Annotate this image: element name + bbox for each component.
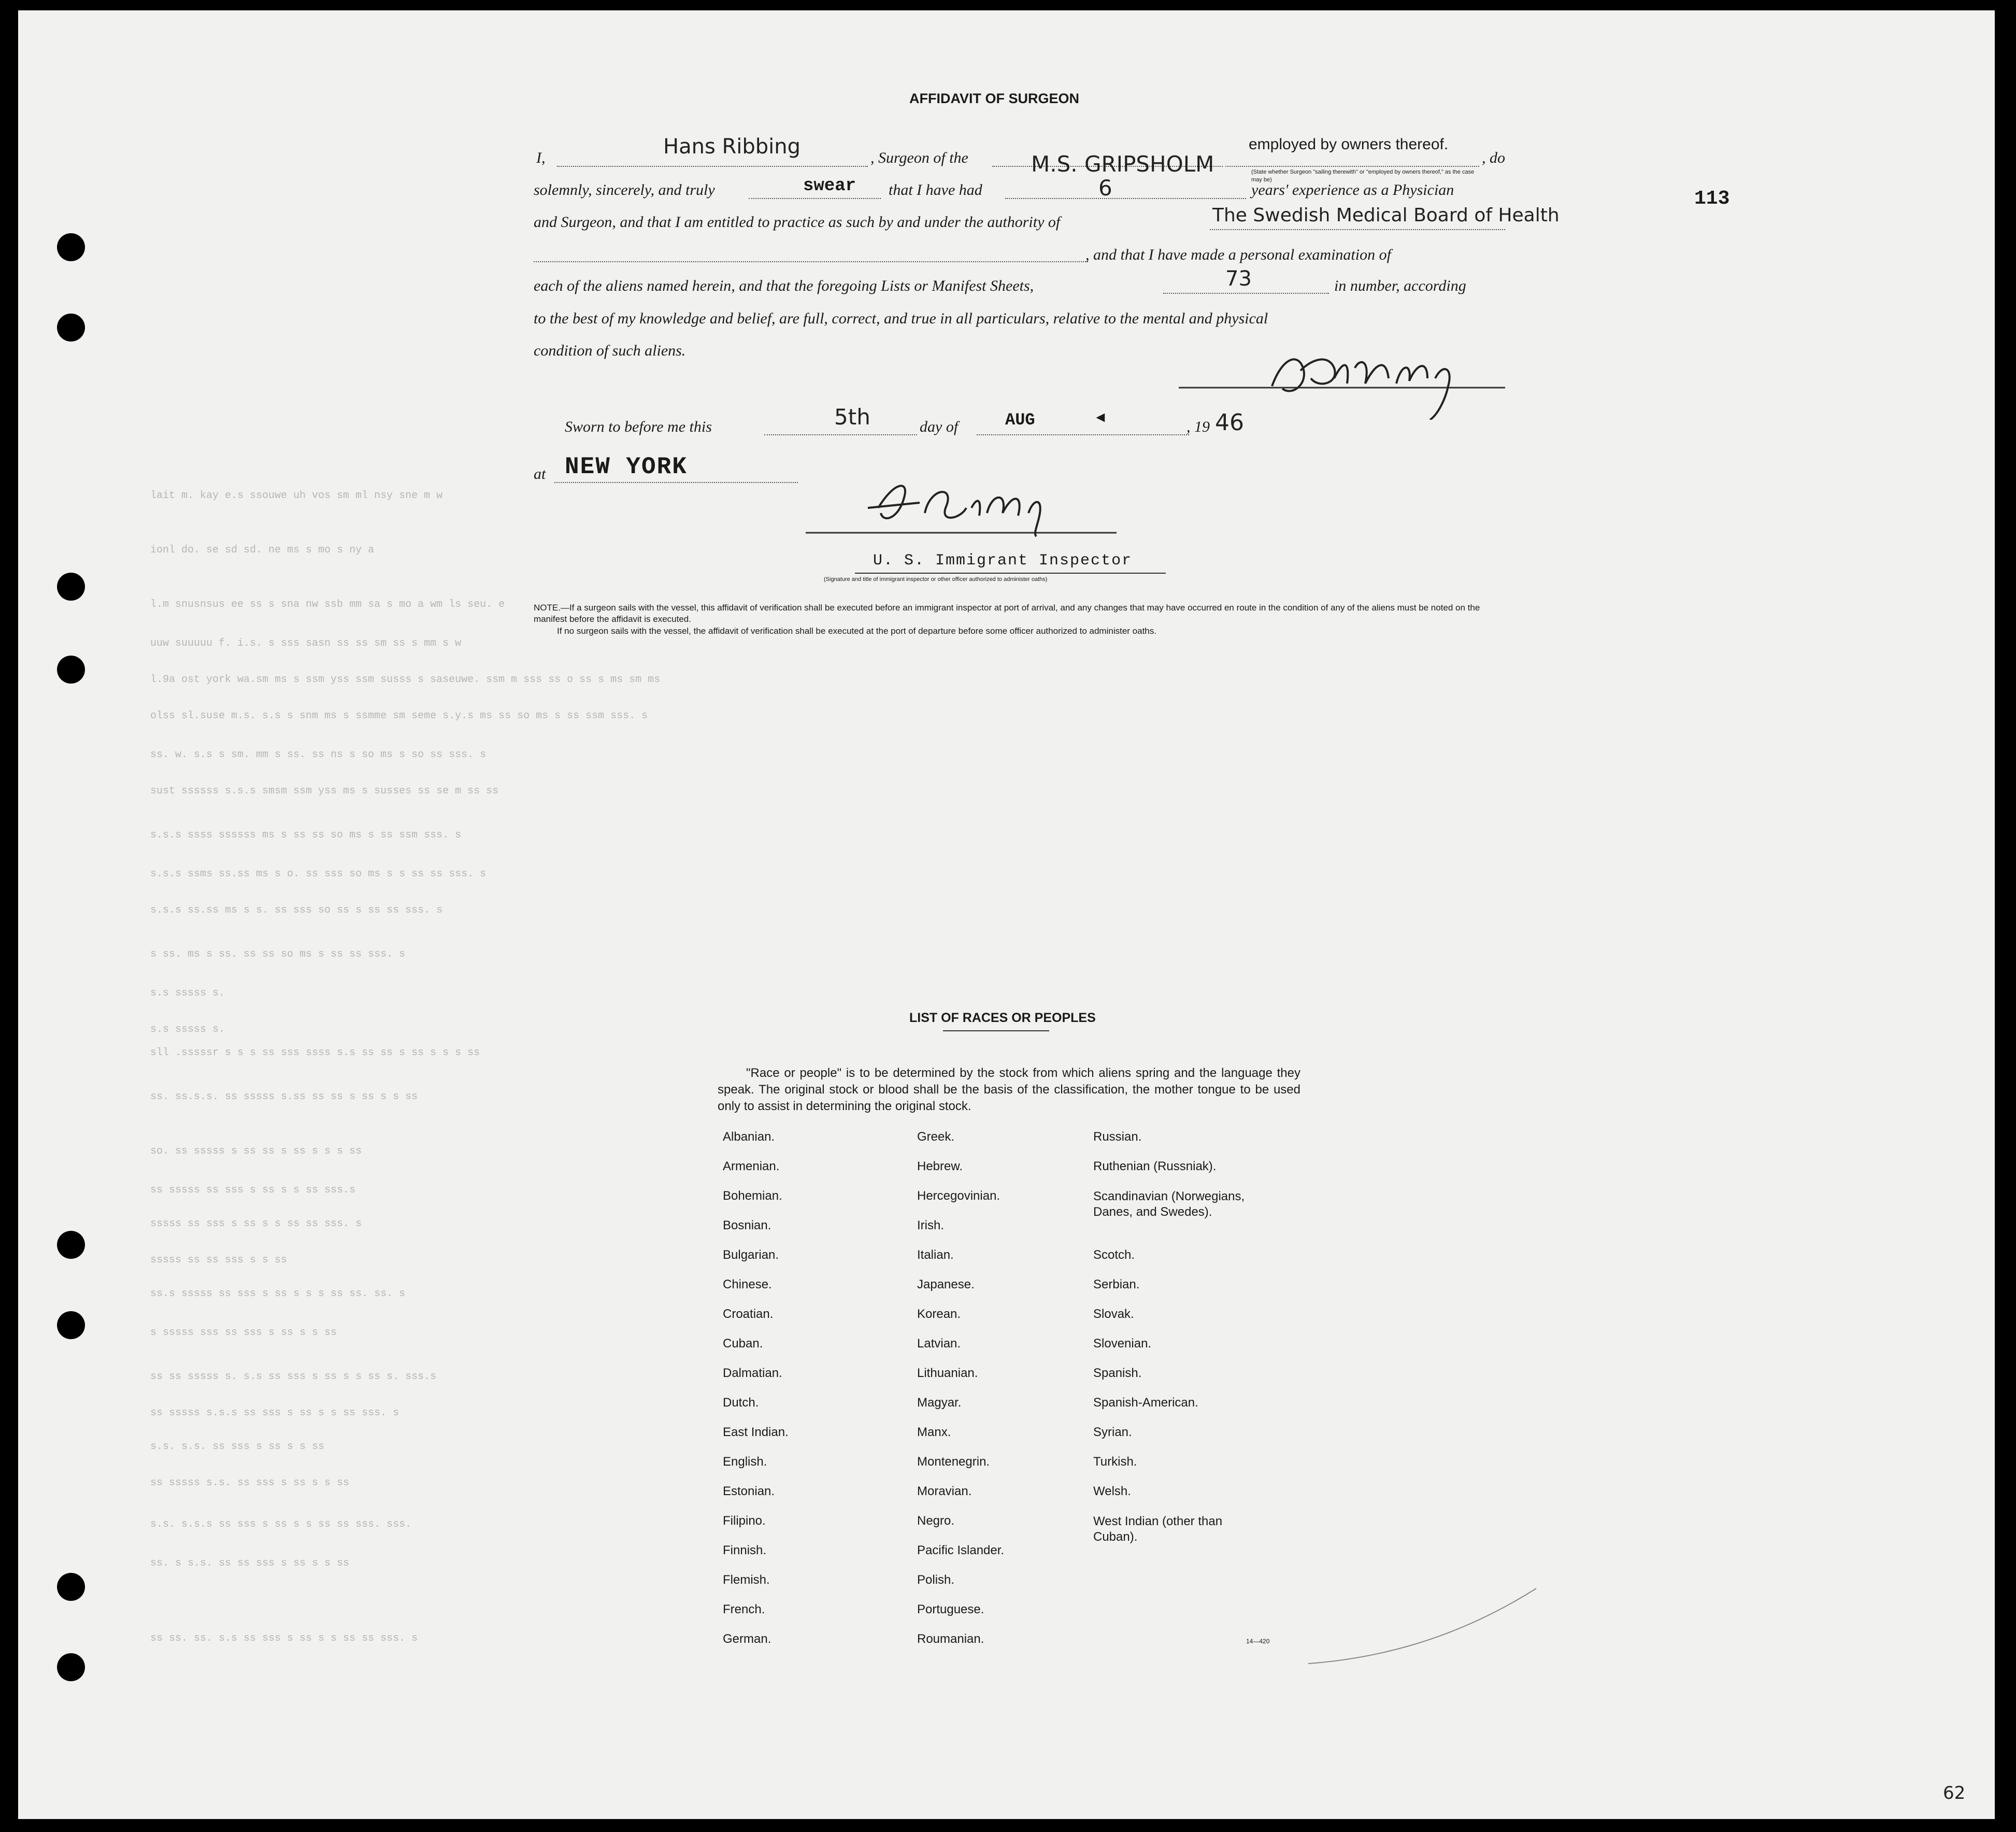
line2-suffix: years' experience as a Physician [1251,181,1454,198]
race-item: Welsh. [1093,1484,1131,1498]
races-intro: "Race or people" is to be determined by the stock from which aliens spring and the language they speak. The original stock or blood shall be the basis of the classification, the mother tongue to be used only to assist in determining the original stock. [718,1066,1300,1113]
race-item: Scandinavian (Norwegians, Danes, and Swedes). [1093,1189,1245,1219]
line4-text: , and that I have made a personal examination of [1085,246,1391,263]
line6-text: to the best of my knowledge and belief, are full, correct, and true in all particulars, relative to the mental and physical [534,310,1268,327]
surgeon-name: Hans Ribbing [663,135,801,159]
race-item: East Indian. [723,1425,789,1439]
at-prefix: at [534,465,546,482]
race-item: French. [723,1602,765,1616]
race-item: Negro. [917,1514,955,1528]
binder-hole [57,656,85,684]
race-item: Albanian. [723,1130,775,1144]
sheet-count: 73 [1225,267,1252,291]
race-item: Flemish. [723,1573,770,1587]
line3-prefix: and Surgeon, and that I am entitled to practice as such by and under the authority of [534,214,1061,231]
race-item: Dutch. [723,1396,759,1410]
line2-mid: that I have had [889,181,982,198]
race-item: Hebrew. [917,1159,963,1173]
surgeon-signature [1179,347,1510,420]
sworn-day: 5th [834,404,870,430]
inspector-caption: (Signature and title of immigrant inspector or other officer authorized to administer oaths) [824,576,1048,583]
race-item: Chinese. [723,1277,772,1291]
employment-note: (State whether Surgeon "sailing therewith" or "employed by owners thereof," as the case may be) [1251,169,1475,183]
race-item: Ruthenian (Russniak). [1093,1159,1217,1173]
race-item: Irish. [917,1218,945,1232]
sworn-year-prefix: , 19 [1186,418,1210,435]
sworn-month: AUG [1005,410,1035,430]
race-item: Scotch. [1093,1248,1135,1262]
race-item: Roumanian. [917,1632,984,1646]
form-number: 14—420 [1246,1638,1270,1645]
licensing-authority: The Swedish Medical Board of Health [1212,205,1560,226]
employment-status: employed by owners thereof. [1249,136,1449,153]
binder-hole [57,573,85,601]
race-item: Turkish. [1093,1455,1137,1469]
race-item: Bulgarian. [723,1248,779,1262]
race-item: Bosnian. [723,1218,771,1232]
binder-hole [57,314,85,342]
race-item: Portuguese. [917,1602,984,1616]
line2-prefix: solemnly, sincerely, and truly [534,181,715,198]
race-item: Italian. [917,1248,954,1262]
race-item: Filipino. [723,1514,766,1528]
race-item: Pacific Islander. [917,1543,1005,1557]
race-item: Montenegrin. [917,1455,990,1469]
sworn-mid: day of [920,418,959,435]
sworn-year: 46 [1215,409,1244,436]
inspector-signature [806,477,1117,539]
race-item: English. [723,1455,767,1469]
line5-prefix: each of the aliens named herein, and that the foregoing Lists or Manifest Sheets, [534,277,1034,294]
race-item: Armenian. [723,1159,780,1173]
inspector-title: U. S. Immigrant Inspector [873,552,1133,570]
race-item: Dalmatian. [723,1366,782,1380]
binder-hole [57,1311,85,1339]
race-item: German. [723,1632,771,1646]
race-item: West Indian (other than Cuban). [1093,1514,1223,1544]
binder-hole [57,1231,85,1259]
sworn-prefix: Sworn to before me this [565,418,712,435]
page-number: 113 [1694,188,1730,210]
line1-mid: , Surgeon of the [870,149,968,166]
binder-hole [57,233,85,261]
sworn-place: NEW YORK [565,453,688,480]
years-experience: 6 [1098,175,1112,201]
document-page: lait m. kay e.s ssouwe uh vos sm ml nsy sne m w ionl do. se sd sd. ne ms s mo s ny a l.m snusnsus ee ss s sna nw ssb mm sa s mo a wm ls seu. e uuw suuuuu f. i.s. s sss sasn ss ss sm ss s mm s w l.9a ost york wa.sm ms s ssm yss ssm susss s saseuwe. ssm m sss ss o ss s ms sm ms olss sl.suse m.s. s.s s snm ms s ssmme sm seme s.y.s ms ss so ms s ss ssm sss. s ss. w. s.s s sm. mm s ss. ss ns s so ms s so ss sss. s sust ssssss s.s.s smsm ssm yss ms s susses ss se m ss ss s.s.s ssss ssssss ms s ss ss so ms s ss ssm sss. s s.s.s ssms ss.ss ms s o. ss sss so ms s s ss ss sss. s s.s.s ss.ss ms s s. ss sss so ss s ss ss sss. s s ss. ms s ss. ss ss so ms s ss ss sss. s s.s sssss s. s.s sssss s. sll .sssssr s s s ss sss ssss s.s ss ss s ss s s s ss ss. ss.s.s. ss sssss s.ss ss ss s ss s s ss so. ss sssss s ss ss s ss s s s ss ss sssss ss sss s ss s s ss sss.s sssss ss sss s ss s s ss ss sss. s sssss ss ss sss s s ss ss.s sssss ss sss s ss s s s ss ss. ss. s s sssss sss ss sss s ss s s ss ss ss sssss s. s.s ss sss s ss s s ss s. sss.s ss sssss s.s.s ss sss s ss s s ss sss. s s.s. s.s. ss sss s ss s s ss ss sssss s.s. ss sss s ss s s ss s.s. s.s.s ss sss s ss s s ss ss sss. sss. ss. s s.s. ss ss sss s ss s s ss ss ss. ss. s.s ss sss s ss s s ss ss sss. s 113 AFFIDAVIT OF SURGEON I, Hans Ribbing , Surgeon of the M.S. GRIPSHOLM employed by owners thereof. , do (State whether Surgeon "sailing therewith" or "employed by owners thereof," as the case may be) solemnly, sincerely, and truly swear that I have had 6 years' experience as a Physician and Surgeon, and that I am entitled to practice as such by and under the authority of The Swedish Medical Board of Health , and that I have made a personal examination of each of the aliens named herein, and that the foregoing Lists or Manifest Sheets, 73 in number, according to the best of my knowledge and belief, are full, correct, and true in all particulars, relative to the mental and physical condition of such aliens. Sworn to before me this 5th day of AUG ◄ , 19 46 at NEW YORK U. S. Immigrant Inspector (Signature and title of immigrant inspector or other officer authorized to administer oaths) NOTE.—If a surgeon sails with the vessel, this affidavit of verification shall be executed before an immigrant inspector at port of arrival, and any changes that may have occurred en route in the condition of any of the aliens must be noted on the manifest before the affidavit is executed. If no surgeon sails with the vessel, the affidavit of verification shall be executed at the port of departure before some officer authorized to administer oaths. LIST OF RACES OR PEOPLES "Race or people" is to be determined by the stock from which aliens spring and the language they speak. The original stock or blood shall be the basis of the classification, the mother tongue to be used only to assist in determining the original stock. Albanian. Armenian. Bohemian. Bosnian. Bulgarian. Chinese. Croatian. Cuban. Dalmatian. Dutch. East Indian. English. Estonian. Filipino. Finnish. Flemish. French. German. Greek. Hebrew. Hercegovinian. Irish. Italian. Japanese. Korean. Latvian. Lithuanian. Magyar. Manx. Montenegrin. Moravian. Negro. Pacific Islander. Polish. Portuguese. Roumanian. Russian. Ruthenian (Russniak). Scandinavian (Norwegians, Danes, and Swedes). Scotch. Serbian. Slovak. Slovenian. Spanish. Spanish-American. Syrian. Turkish. Welsh. West Indian (other than Cuban). 14—420 62 [18,10,1995,1819]
race-item: Bohemian. [723,1189,782,1203]
race-item: Manx. [917,1425,951,1439]
vessel-name: M.S. GRIPSHOLM [1031,151,1214,177]
race-item: Moravian. [917,1484,972,1498]
binder-hole [57,1573,85,1601]
affidavit-note-1: NOTE.—If a surgeon sails with the vessel, this affidavit of verification shall be executed before an immigrant inspector at port of arrival, and any changes that may have occurred en route in the condition of any of the aliens must be noted on the manifest before the affidavit is executed. [534,603,1480,624]
oath-word: swear [803,176,856,196]
pen-stroke [1303,1586,1541,1669]
corner-mark: 62 [1943,1783,1966,1803]
line5-suffix: in number, according [1334,277,1466,294]
line1-suffix: , do [1482,149,1505,166]
race-item: Polish. [917,1573,955,1587]
race-item: Lithuanian. [917,1366,978,1380]
race-item: Spanish. [1093,1366,1142,1380]
race-item: Finnish. [723,1543,767,1557]
race-item: Latvian. [917,1337,961,1351]
affidavit-note-2: If no surgeon sails with the vessel, the affidavit of verification shall be executed at the port of departure before some officer authorized to administer oaths. [557,626,1156,636]
race-item: Serbian. [1093,1277,1140,1291]
race-item: Hercegovinian. [917,1189,1000,1203]
race-item: Estonian. [723,1484,775,1498]
race-item: Cuban. [723,1337,763,1351]
race-item: Croatian. [723,1307,774,1321]
races-title: LIST OF RACES OR PEOPLES [909,1011,1096,1025]
affidavit-title: AFFIDAVIT OF SURGEON [909,91,1079,106]
line7-text: condition of such aliens. [534,342,686,359]
race-item: Russian. [1093,1130,1142,1144]
binder-hole [57,1653,85,1681]
sworn-month-mark: ◄ [1093,409,1108,425]
line1-prefix: I, [536,149,546,166]
race-item: Greek. [917,1130,955,1144]
race-item: Syrian. [1093,1425,1132,1439]
race-item: Magyar. [917,1396,962,1410]
race-item: Spanish-American. [1093,1396,1198,1410]
race-item: Slovak. [1093,1307,1134,1321]
race-item: Japanese. [917,1277,975,1291]
race-item: Korean. [917,1307,961,1321]
race-item: Slovenian. [1093,1337,1152,1351]
